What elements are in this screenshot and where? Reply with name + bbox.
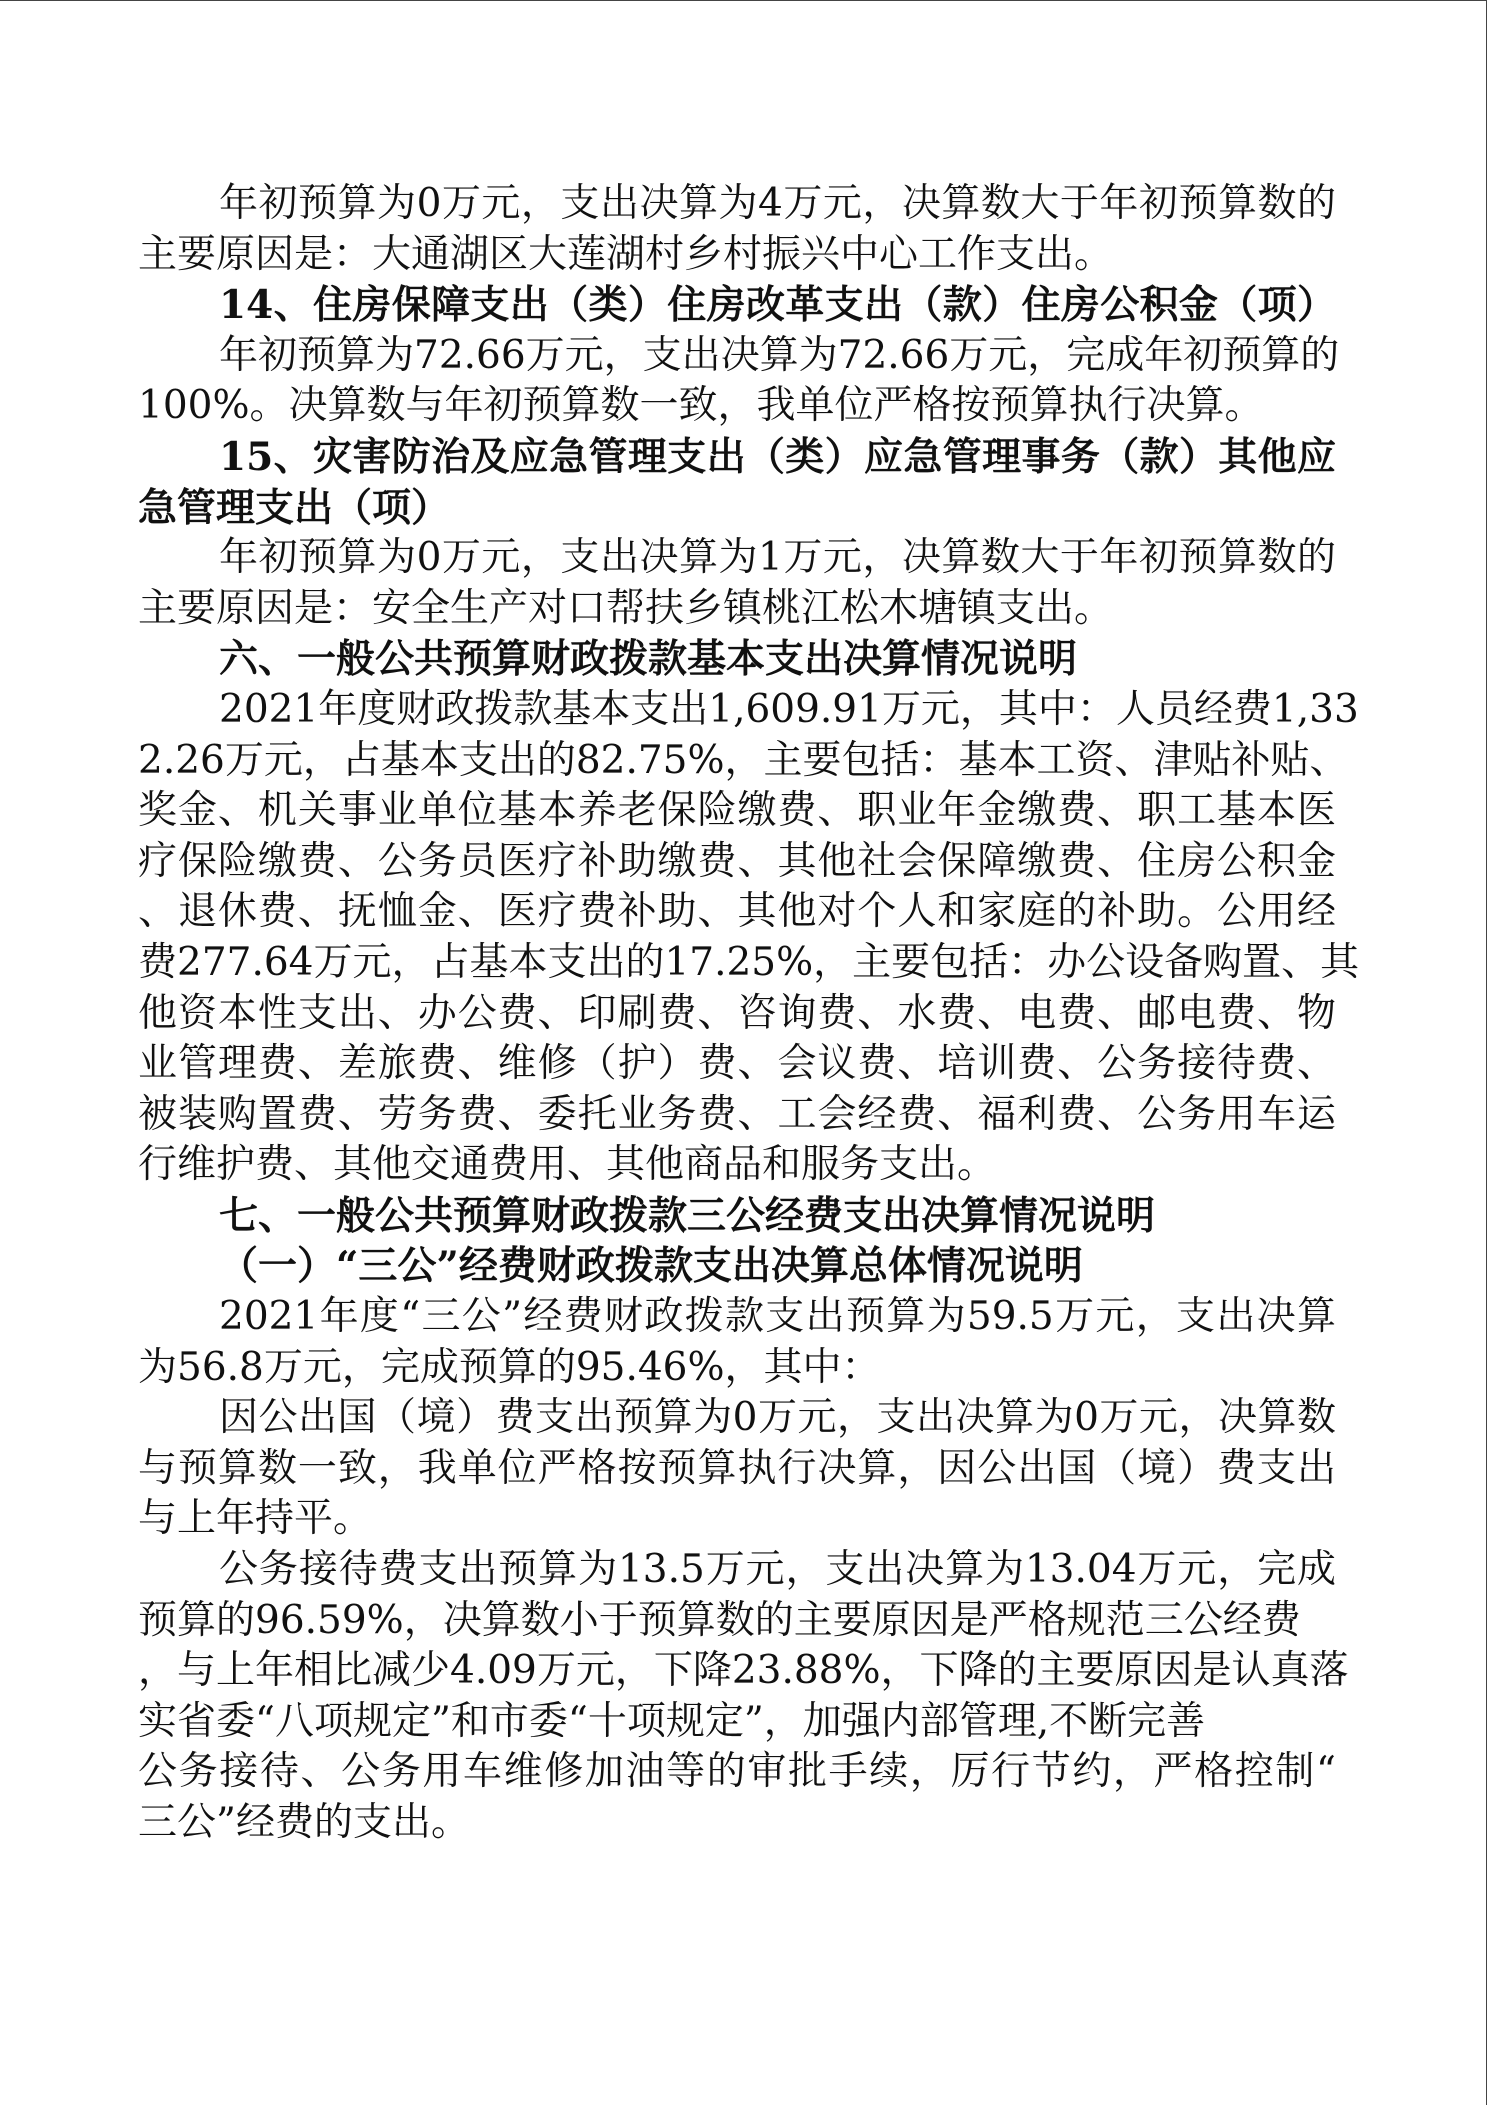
paragraph-line: 年初预算为72.66万元，支出决算为72.66万元，完成年初预算的 [219, 332, 1340, 378]
paragraph-line: 公务接待、公务用车维修加油等的审批手续，厉行节约，严格控制“ [138, 1749, 1336, 1795]
paragraph-line: 与预算数一致，我单位严格按预算执行决算，因公出国（境）费支出 [138, 1445, 1336, 1491]
paragraph-line: 业管理费、差旅费、维修（护）费、会议费、培训费、公务接待费、 [138, 1041, 1336, 1087]
paragraph-line: 年初预算为0万元，支出决算为1万元，决算数大于年初预算数的 [219, 535, 1336, 581]
paragraph-line: 2.26万元，占基本支出的82.75%，主要包括：基本工资、津贴补贴、 [138, 737, 1349, 783]
paragraph-line: 主要原因是：安全生产对口帮扶乡镇桃江松木塘镇支出。 [138, 585, 1114, 631]
section-heading-line: 14、住房保障支出（类）住房改革支出（款）住房公积金（项） [219, 282, 1336, 329]
paragraph-line: 预算的96.59%，决算数小于预算数的主要原因是严格规范三公经费 [138, 1597, 1301, 1643]
document-body [138, 179, 1360, 1849]
paragraph-line: 因公出国（境）费支出预算为0万元，支出决算为0万元，决算数 [219, 1395, 1336, 1441]
paragraph-line: 年初预算为0万元，支出决算为4万元，决算数大于年初预算数的 [219, 181, 1336, 226]
paragraph-line: 奖金、机关事业单位基本养老保险缴费、职业年金缴费、职工基本医 [138, 788, 1336, 834]
section-heading-line: 15、灾害防治及应急管理支出（类）应急管理事务（款）其他应 [219, 433, 1336, 480]
section-heading-line: 七、一般公共预算财政拨款三公经费支出决算情况说明 [219, 1192, 1156, 1239]
paragraph-line: 费277.64万元，占基本支出的17.25%，主要包括：办公设备购置、其 [138, 939, 1360, 985]
section-heading-line: 六、一般公共预算财政拨款基本支出决算情况说明 [219, 636, 1078, 683]
paragraph-line: 公务接待费支出预算为13.5万元，支出决算为13.04万元，完成 [219, 1547, 1336, 1593]
paragraph-line: 他资本性支出、办公费、印刷费、咨询费、水费、电费、邮电费、物 [138, 990, 1336, 1036]
section-heading-line: 急管理支出（项） [138, 484, 451, 531]
paragraph-line: 与上年持平。 [138, 1496, 373, 1542]
paragraph-line: 疗保险缴费、公务员医疗补助缴费、其他社会保障缴费、住房公积金 [138, 838, 1336, 884]
paragraph-line: 2021年度财政拨款基本支出1,609.91万元，其中：人员经费1,33 [219, 686, 1359, 732]
paragraph-line: 被装购置费、劳务费、委托业务费、工会经费、福利费、公务用车运 [138, 1091, 1336, 1137]
paragraph-line: ，与上年相比减少4.09万元，下降23.88%，下降的主要原因是认真落 [138, 1648, 1349, 1694]
paragraph-line: 2021年度“三公”经费财政拨款支出预算为59.5万元，支出决算 [219, 1294, 1336, 1340]
paragraph-line: 实省委“八项规定”和市委“十项规定”，加强内部管理,不断完善 [138, 1698, 1206, 1744]
paragraph-line: 主要原因是：大通湖区大莲湖村乡村振兴中心工作支出。 [138, 231, 1114, 277]
paragraph-line: 三公”经费的支出。 [138, 1800, 470, 1845]
paragraph-line: 行维护费、其他交通费用、其他商品和服务支出。 [138, 1142, 997, 1188]
paragraph-line: 为56.8万元，完成预算的95.46%，其中： [138, 1344, 881, 1390]
paragraph-line: 100%。决算数与年初预算数一致，我单位严格按预算执行决算。 [138, 383, 1264, 429]
paragraph-line: 、退休费、抚恤金、医疗费补助、其他对个人和家庭的补助。公用经 [138, 889, 1336, 935]
section-heading-line: （一）“三公”经费财政拨款支出决算总体情况说明 [219, 1243, 1083, 1290]
